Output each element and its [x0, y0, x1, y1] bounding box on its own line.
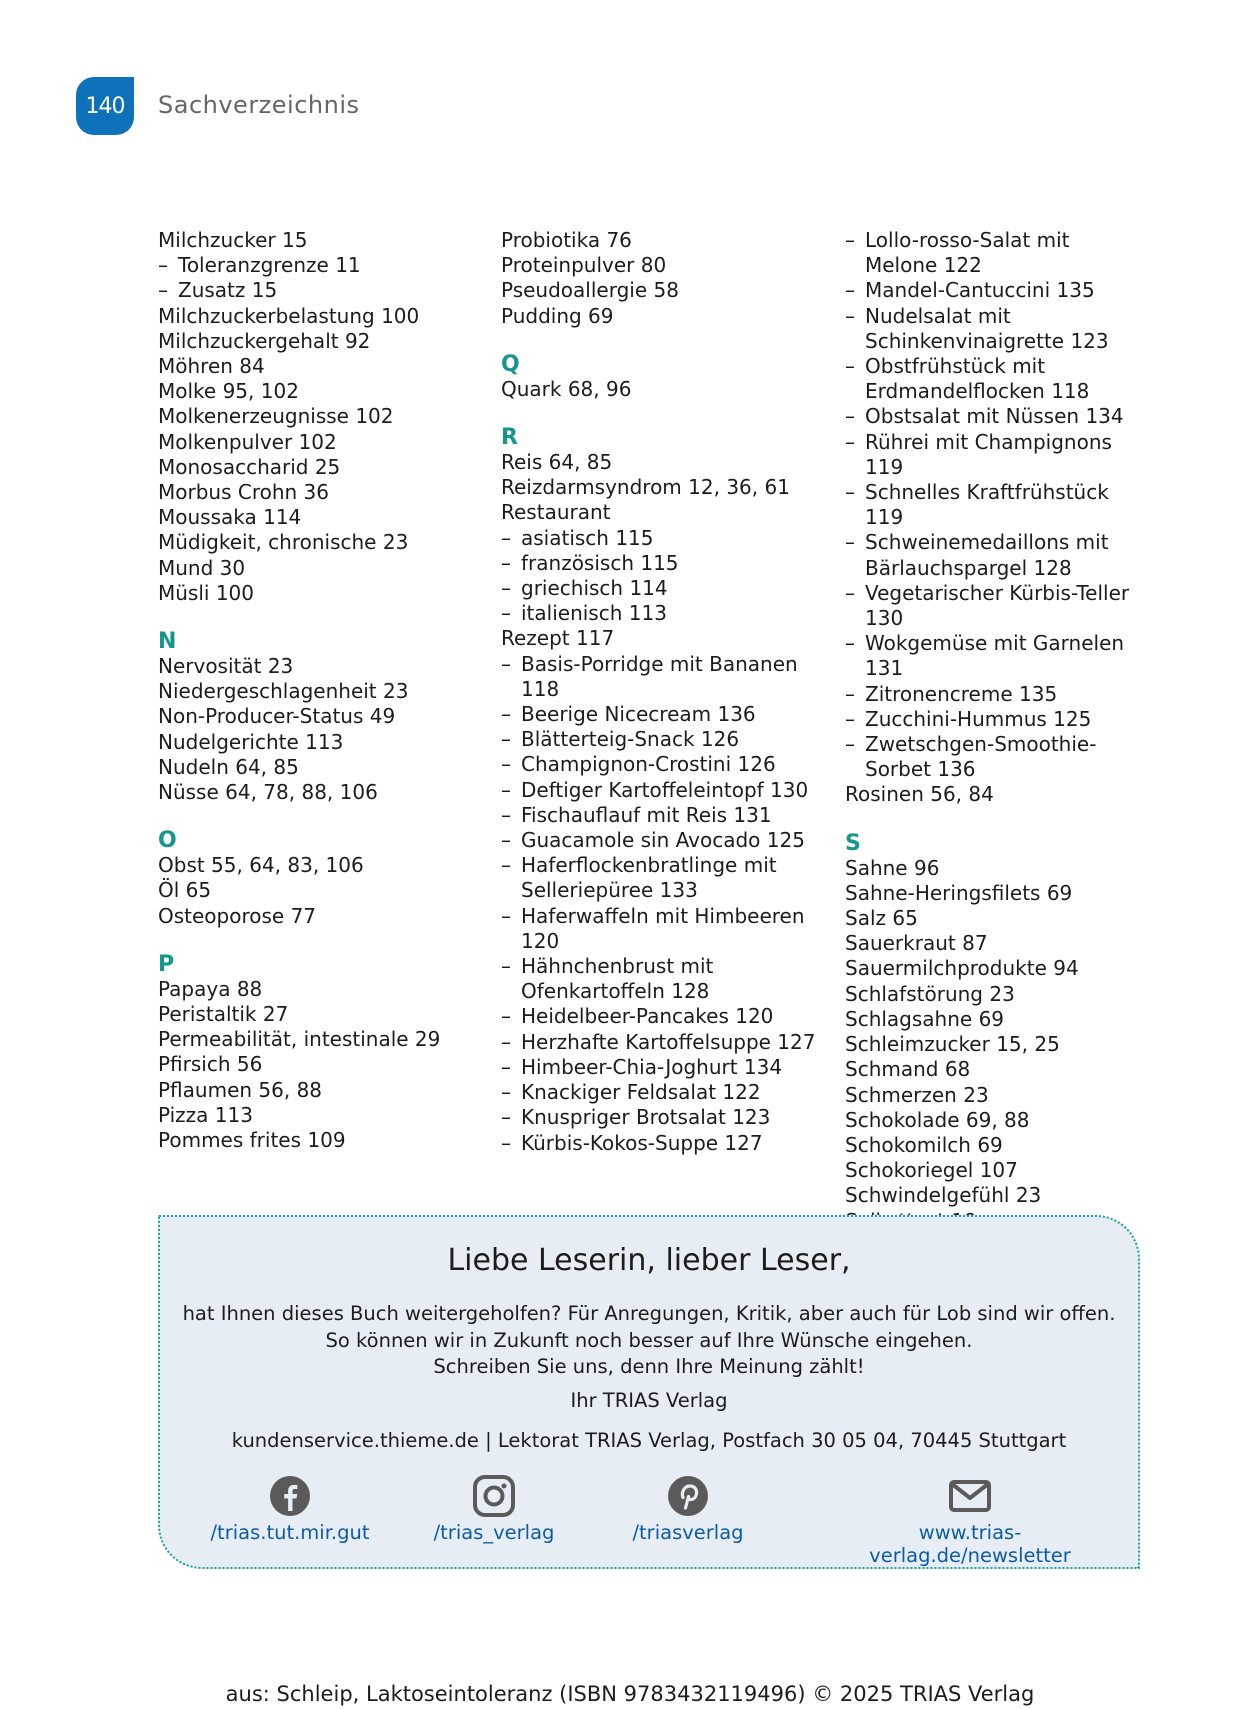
- index-entry: Restaurant: [501, 500, 611, 525]
- index-column-2: [501, 228, 821, 1156]
- index-subentry: [158, 278, 478, 303]
- dash-marker: –: [501, 651, 511, 676]
- index-entry: Papaya 88: [158, 976, 263, 1001]
- subentry-text: Mandel-Cantuccini 135: [865, 278, 1095, 303]
- dash-marker: –: [501, 777, 511, 802]
- index-column-3: [845, 228, 1145, 1234]
- subentry-text: Schweinemedaillons mit Bärlauchspargel 128: [865, 530, 1109, 580]
- dash-marker: –: [501, 1080, 511, 1105]
- index-entry: Rezept 117: [501, 626, 615, 651]
- subentry-text: asiatisch 115: [521, 525, 654, 550]
- index-entry: Niedergeschlagenheit 23: [158, 679, 409, 704]
- index-entry: Moussaka 114: [158, 505, 302, 530]
- subentry-text: Herzhafte Kartoffelsuppe 127: [521, 1029, 816, 1054]
- index-entry: Quark 68, 96: [501, 376, 632, 401]
- contact-line: kundenservice.thieme.de | Lektorat TRIAS Verlag, Postfach 30 05 04, 70445 Stuttgart: [231, 1429, 1067, 1452]
- dash-marker: –: [845, 228, 855, 252]
- subentry-text: Haferflockenbratlinge mit Selleriepüree 133: [521, 853, 777, 903]
- subentry-text: französisch 115: [521, 550, 679, 575]
- index-entry: Nüsse 64, 78, 88, 106: [158, 780, 378, 805]
- index-entry: Obst 55, 64, 83, 106: [158, 853, 364, 878]
- index-subentry: [501, 1030, 821, 1055]
- index-subentry: [501, 1080, 821, 1105]
- sub-list: [501, 652, 821, 1156]
- dash-marker: –: [501, 550, 511, 575]
- subentry-text: Basis-Porridge mit Bananen 118: [521, 651, 798, 701]
- index-entry: Rosinen 56, 84: [845, 782, 994, 807]
- index-entry: Molke 95, 102: [158, 379, 299, 404]
- subentry-text: Blätterteig-Snack 126: [521, 727, 740, 752]
- index-subentry: [845, 631, 1145, 681]
- index-entry: Non-Producer-Status 49: [158, 704, 396, 729]
- dash-marker: –: [158, 278, 168, 303]
- index-entry: Reis 64, 85: [501, 450, 613, 475]
- index-entry: Möhren 84: [158, 354, 265, 379]
- dash-marker: –: [501, 1004, 511, 1029]
- message-line: Schreiben Sie uns, denn Ihre Meinung zählt!: [433, 1355, 865, 1378]
- facebook-handle[interactable]: /trias.tut.mir.gut: [210, 1521, 370, 1544]
- entry-list: [158, 304, 478, 606]
- subentry-text: Kürbis-Kokos-Suppe 127: [521, 1130, 763, 1155]
- letter-heading-r: R: [501, 425, 518, 451]
- index-entry: Schokoriegel 107: [845, 1158, 1018, 1183]
- dash-marker: –: [845, 631, 855, 656]
- subentry-text: Himbeer-Chia-Joghurt 134: [521, 1054, 783, 1079]
- index-entry: Morbus Crohn 36: [158, 480, 330, 505]
- subentry-text: Zucchini-Hummus 125: [865, 706, 1092, 731]
- subentry-text: Obstfrühstück mit Erdmandelflocken 118: [865, 354, 1090, 404]
- dash-marker: –: [501, 802, 511, 827]
- index-subentry: [501, 702, 821, 727]
- section-title: Sachverzeichnis: [158, 91, 360, 119]
- index-subentry: [845, 707, 1145, 732]
- dash-marker: –: [501, 727, 511, 752]
- index-entry: Milchzucker 15: [158, 228, 308, 252]
- subentry-text: Lollo-rosso-Salat mit Melone 122: [865, 228, 1070, 278]
- index-entry: Pfirsich 56: [158, 1052, 263, 1077]
- letter-heading-n: N: [158, 629, 177, 655]
- facebook-icon: [269, 1475, 311, 1517]
- index-subentry: [845, 480, 1145, 530]
- entry-list: [845, 856, 1145, 1234]
- dash-marker: –: [845, 429, 855, 454]
- dash-marker: –: [845, 278, 855, 303]
- dash-marker: –: [501, 903, 511, 928]
- dash-marker: –: [501, 752, 511, 777]
- index-subentry: [845, 354, 1145, 404]
- subentry-text: Schnelles Kraftfrühstück 119: [865, 480, 1109, 530]
- index-entry: Milchzuckergehalt 92: [158, 328, 371, 353]
- index-entry: Monosaccharid 25: [158, 454, 341, 479]
- message-title: Liebe Leserin, lieber Leser,: [447, 1243, 851, 1278]
- subentry-text: italienisch 113: [521, 601, 667, 626]
- index-entry: Pizza 113: [158, 1102, 253, 1127]
- subentry-text: Zusatz 15: [178, 278, 278, 303]
- instagram-handle[interactable]: /trias_verlag: [433, 1521, 555, 1544]
- index-entry: Milchzuckerbelastung 100: [158, 303, 420, 328]
- dash-marker: –: [501, 828, 511, 853]
- dash-marker: –: [845, 480, 855, 505]
- entry-list: [501, 450, 821, 526]
- letter-heading-q: Q: [501, 351, 520, 377]
- index-subentry: [845, 278, 1145, 303]
- index-entry: Nervosität 23: [158, 654, 294, 679]
- index-subentry: [158, 253, 478, 278]
- sub-list: [158, 253, 478, 303]
- index-entry: Sauermilchprodukte 94: [845, 956, 1079, 981]
- dash-marker: –: [501, 853, 511, 878]
- index-entry: Mund 30: [158, 555, 246, 580]
- sub-list: [845, 228, 1145, 782]
- dash-marker: –: [501, 954, 511, 979]
- subentry-text: Vegetarischer Kürbis-Teller 130: [865, 580, 1130, 631]
- index-subentry: [501, 1131, 821, 1156]
- dash-marker: –: [845, 303, 855, 328]
- message-line: hat Ihnen dieses Buch weitergeholfen? Für Anregungen, Kritik, aber auch für Lob sind wir offen.: [182, 1302, 1116, 1325]
- index-entry: Pudding 69: [501, 303, 614, 328]
- dash-marker: –: [845, 706, 855, 731]
- sub-list: [501, 526, 821, 627]
- index-entry: Sahne-Heringsfilets 69: [845, 880, 1073, 905]
- letter-heading-p: P: [158, 951, 175, 977]
- dash-marker: –: [845, 732, 855, 757]
- index-entry: Schleimzucker 15, 25: [845, 1032, 1060, 1057]
- index-subentry: [501, 576, 821, 601]
- index-subentry: [501, 1004, 821, 1029]
- entry-list: [158, 853, 478, 929]
- index-entry: Reizdarmsyndrom 12, 36, 61: [501, 475, 790, 500]
- index-entry: Schlafstörung 23: [845, 981, 1015, 1006]
- index-entry: Sauerkraut 87: [845, 931, 988, 956]
- dash-marker: –: [845, 681, 855, 706]
- index-column-1: [158, 228, 478, 1153]
- index-entry: Schokomilch 69: [845, 1132, 1003, 1157]
- subentry-text: Haferwaffeln mit Himbeeren 120: [521, 903, 805, 953]
- index-subentry: [501, 727, 821, 752]
- message-signature: Ihr TRIAS Verlag: [570, 1389, 728, 1412]
- index-subentry: [501, 1105, 821, 1130]
- index-entry: Peristaltik 27: [158, 1002, 289, 1027]
- index-subentry: [501, 526, 821, 551]
- index-subentry: [501, 828, 821, 853]
- index-subentry: [845, 530, 1145, 580]
- index-entry: Müsli 100: [158, 580, 254, 605]
- dash-marker: –: [845, 530, 855, 555]
- index-entry: Schmerzen 23: [845, 1082, 989, 1107]
- index-entry: Permeabilität, intestinale 29: [158, 1027, 441, 1052]
- index-subentry: [845, 404, 1145, 429]
- dash-marker: –: [845, 580, 855, 605]
- message-line: So können wir in Zukunft noch besser auf Ihre Wünsche eingehen.: [325, 1328, 973, 1352]
- entry-list: [158, 977, 478, 1153]
- dash-marker: –: [845, 404, 855, 429]
- index-subentry: [501, 551, 821, 576]
- subentry-text: Wokgemüse mit Garnelen 131: [865, 631, 1125, 681]
- newsletter-url[interactable]: www.trias-verlag.de/newsletter: [869, 1521, 1071, 1567]
- index-entry: Osteoporose 77: [158, 903, 317, 928]
- message-body: [160, 1301, 1138, 1381]
- index-entry: Schmand 68: [845, 1057, 971, 1082]
- index-subentry: [845, 304, 1145, 354]
- page-number: 140: [76, 77, 134, 135]
- subentry-text: Heidelbeer-Pancakes 120: [521, 1004, 774, 1029]
- index-entry: Pseudoallergie 58: [501, 278, 679, 303]
- dash-marker: –: [501, 576, 511, 601]
- reader-message-box: [158, 1215, 1140, 1569]
- dash-marker: –: [501, 1130, 511, 1155]
- dash-marker: –: [501, 525, 511, 550]
- instagram-icon: [473, 1475, 515, 1517]
- index-entry: Molkenpulver 102: [158, 429, 337, 454]
- mail-icon: [948, 1475, 992, 1517]
- dash-marker: –: [501, 1105, 511, 1130]
- index-entry: Salz 65: [845, 906, 918, 931]
- index-subentry: [845, 682, 1145, 707]
- subentry-text: Knuspriger Brotsalat 123: [521, 1105, 771, 1130]
- subentry-text: Nudelsalat mit Schinkenvinaigrette 123: [865, 303, 1109, 353]
- subentry-text: Zwetschgen-Smoothie-Sorbet 136: [865, 732, 1097, 782]
- subentry-text: Guacamole sin Avocado 125: [521, 828, 805, 853]
- index-subentry: [501, 652, 821, 702]
- index-entry: Pommes frites 109: [158, 1128, 346, 1153]
- dash-marker: –: [501, 702, 511, 727]
- index-subentry: [845, 581, 1145, 631]
- entry-list: [501, 377, 821, 402]
- subentry-text: Deftiger Kartoffeleintopf 130: [521, 777, 809, 802]
- letter-heading-o: O: [158, 828, 177, 854]
- letter-heading-s: S: [845, 830, 861, 856]
- dash-marker: –: [501, 1054, 511, 1079]
- index-subentry: [845, 228, 1145, 278]
- entry-list: [845, 782, 1145, 807]
- index-entry: Schokolade 69, 88: [845, 1107, 1030, 1132]
- subentry-text: Champignon-Crostini 126: [521, 752, 776, 777]
- index-entry: Nudeln 64, 85: [158, 754, 299, 779]
- index-entry: Schlagsahne 69: [845, 1006, 1005, 1031]
- index-subentry: [501, 778, 821, 803]
- index-subentry: [501, 1055, 821, 1080]
- index-subentry: [845, 430, 1145, 480]
- index-subentry: [845, 732, 1145, 782]
- newsletter-link[interactable]: [840, 1475, 1100, 1567]
- subentry-text: Knackiger Feldsalat 122: [521, 1080, 761, 1105]
- index-entry: Pflaumen 56, 88: [158, 1077, 323, 1102]
- dash-marker: –: [501, 601, 511, 626]
- index-entry: Öl 65: [158, 878, 212, 903]
- dash-marker: –: [501, 1029, 511, 1054]
- entry-list: [501, 228, 821, 329]
- subentry-text: Zitronencreme 135: [865, 681, 1058, 706]
- subentry-text: Beerige Nicecream 136: [521, 702, 756, 727]
- index-subentry: [501, 601, 821, 626]
- index-subentry: [501, 954, 821, 1004]
- entry-list: [158, 654, 478, 805]
- subentry-text: griechisch 114: [521, 576, 668, 601]
- dash-marker: –: [845, 354, 855, 379]
- source-footer: aus: Schleip, Laktoseintoleranz (ISBN 9783432119496) © 2025 TRIAS Verlag: [225, 1682, 1035, 1706]
- subentry-text: Rührei mit Champignons 119: [865, 429, 1112, 479]
- pinterest-handle[interactable]: /triasverlag: [632, 1521, 744, 1544]
- index-entry: Proteinpulver 80: [501, 253, 667, 278]
- pinterest-link[interactable]: [558, 1475, 818, 1544]
- subentry-text: Obstsalat mit Nüssen 134: [865, 404, 1124, 429]
- index-subentry: [501, 803, 821, 828]
- index-entry: Müdigkeit, chronische 23: [158, 530, 409, 555]
- index-entry: Nudelgerichte 113: [158, 729, 344, 754]
- index-subentry: [501, 853, 821, 903]
- subentry-text: Fischauflauf mit Reis 131: [521, 802, 772, 827]
- index-entry: Probiotika 76: [501, 228, 632, 252]
- subentry-text: Hähnchenbrust mit Ofenkartoffeln 128: [521, 954, 714, 1004]
- index-entry: Molkenerzeugnisse 102: [158, 404, 394, 429]
- subentry-text: Toleranzgrenze 11: [178, 253, 361, 278]
- pinterest-icon: [667, 1475, 709, 1517]
- index-subentry: [501, 904, 821, 954]
- index-entry: Sahne 96: [845, 855, 940, 880]
- dash-marker: –: [158, 253, 168, 278]
- index-subentry: [501, 752, 821, 777]
- index-entry: Schwindelgefühl 23: [845, 1183, 1042, 1208]
